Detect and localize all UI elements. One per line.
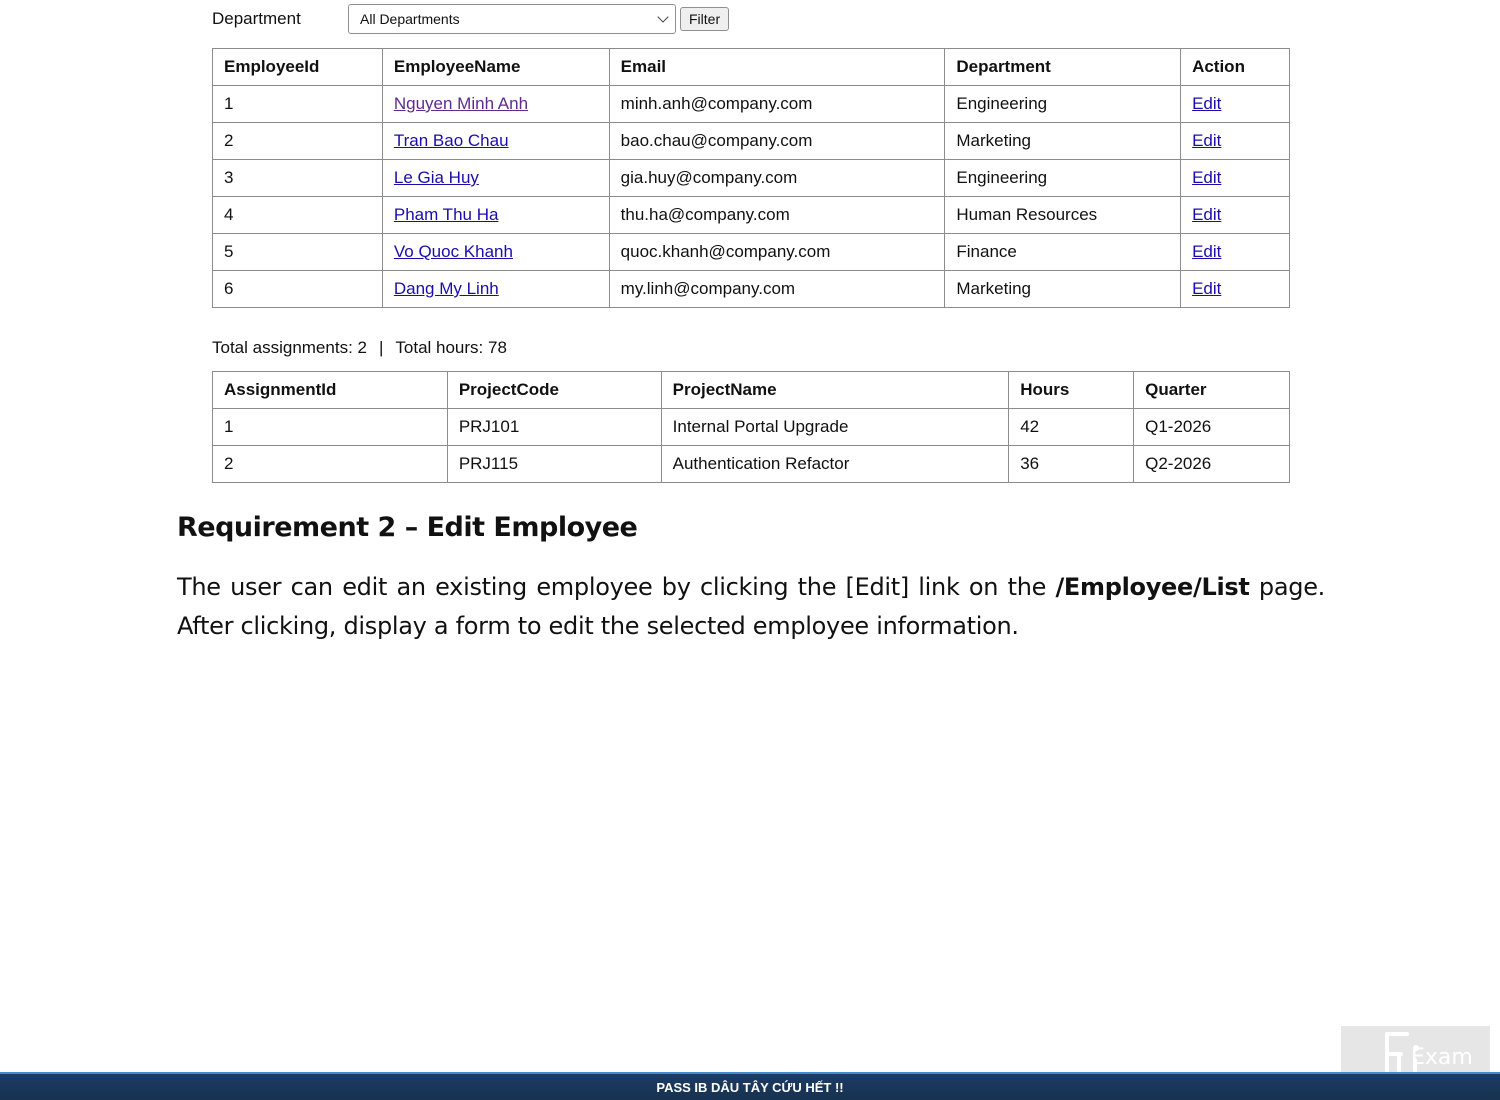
edit-link[interactable]: Edit [1192, 94, 1222, 113]
employee-department: Engineering [945, 86, 1181, 123]
table-row [213, 271, 1290, 308]
column-header-quarter: Quarter [1134, 372, 1290, 409]
table-row [213, 446, 1290, 483]
employee-department: Marketing [945, 271, 1181, 308]
employee-table-header [213, 49, 1290, 86]
employee-name-link[interactable]: Nguyen Minh Anh [393, 94, 529, 113]
column-header-project-code: ProjectCode [447, 372, 661, 409]
employee-id: 6 [213, 271, 383, 308]
column-header-email: Email [609, 49, 945, 86]
table-row [213, 197, 1290, 234]
employee-department: Human Resources [945, 197, 1181, 234]
employee-department: Marketing [945, 123, 1181, 160]
project-code: PRJ101 [447, 409, 661, 446]
employee-name-link[interactable]: Dang My Linh [393, 279, 499, 298]
department-select-value: All Departments [360, 11, 460, 27]
table-row [213, 86, 1290, 123]
assignment-id: 1 [213, 409, 448, 446]
assignment-quarter: Q1-2026 [1134, 409, 1290, 446]
totals-separator: | [378, 338, 384, 357]
footer-banner-text: PASS IB DÂU TÂY CỨU HẾT !! [656, 1079, 844, 1095]
total-assignments: Total assignments: 2 [212, 338, 367, 357]
column-header-assignment-id: AssignmentId [213, 372, 448, 409]
department-filter-bar [212, 3, 729, 35]
column-header-employee-id: EmployeeId [213, 49, 383, 86]
employee-id: 5 [213, 234, 383, 271]
employee-name-link[interactable]: Vo Quoc Khanh [393, 242, 513, 261]
employee-id: 4 [213, 197, 383, 234]
assignment-id: 2 [213, 446, 448, 483]
department-select[interactable] [348, 4, 676, 34]
project-name: Internal Portal Upgrade [661, 409, 1009, 446]
assignment-table-header [213, 372, 1290, 409]
column-header-department: Department [945, 49, 1181, 86]
employee-email: gia.huy@company.com [609, 160, 945, 197]
assignment-hours: 42 [1009, 409, 1134, 446]
column-header-action: Action [1181, 49, 1290, 86]
table-row [213, 123, 1290, 160]
filter-button[interactable]: Filter [680, 7, 729, 31]
employee-id: 1 [213, 86, 383, 123]
assignment-quarter: Q2-2026 [1134, 446, 1290, 483]
employee-email: quoc.khanh@company.com [609, 234, 945, 271]
column-header-hours: Hours [1009, 372, 1134, 409]
employee-department: Engineering [945, 160, 1181, 197]
assignment-hours: 36 [1009, 446, 1134, 483]
requirement-text-part2: page. After clicking, display a form to edit the selected employee information. [177, 573, 1326, 640]
edit-link[interactable]: Edit [1192, 168, 1222, 187]
department-label: Department [212, 9, 301, 28]
project-code: PRJ115 [447, 446, 661, 483]
employee-department: Finance [945, 234, 1181, 271]
employee-table [212, 48, 1290, 308]
employee-name-link[interactable]: Pham Thu Ha [393, 205, 499, 224]
chevron-down-icon [657, 11, 668, 22]
table-row [213, 409, 1290, 446]
employee-email: minh.anh@company.com [609, 86, 945, 123]
edit-link[interactable]: Edit [1192, 131, 1222, 150]
requirement-title: Requirement 2 – Edit Employee [177, 512, 638, 543]
requirement-route: /Employee/List [1055, 573, 1250, 601]
project-name: Authentication Refactor [661, 446, 1009, 483]
assignment-table [212, 371, 1290, 483]
employee-email: thu.ha@company.com [609, 197, 945, 234]
assignment-totals [212, 338, 507, 358]
employee-id: 2 [213, 123, 383, 160]
employee-id: 3 [213, 160, 383, 197]
total-hours: Total hours: 78 [395, 338, 507, 357]
employee-name-link[interactable]: Tran Bao Chau [393, 131, 509, 150]
edit-link[interactable]: Edit [1192, 205, 1222, 224]
employee-email: bao.chau@company.com [609, 123, 945, 160]
column-header-project-name: ProjectName [661, 372, 1009, 409]
edit-link[interactable]: Edit [1192, 279, 1222, 298]
requirement-text-part1: The user can edit an existing employee by clicking the [Edit] link on the [177, 573, 1056, 601]
logo-text: Exam [1411, 1045, 1473, 1070]
table-row [213, 234, 1290, 271]
table-row [213, 160, 1290, 197]
employee-email: my.linh@company.com [609, 271, 945, 308]
column-header-employee-name: EmployeeName [382, 49, 609, 86]
requirement-description [177, 568, 1325, 646]
footer-banner [0, 1072, 1500, 1100]
edit-link[interactable]: Edit [1192, 242, 1222, 261]
employee-name-link[interactable]: Le Gia Huy [393, 168, 479, 187]
